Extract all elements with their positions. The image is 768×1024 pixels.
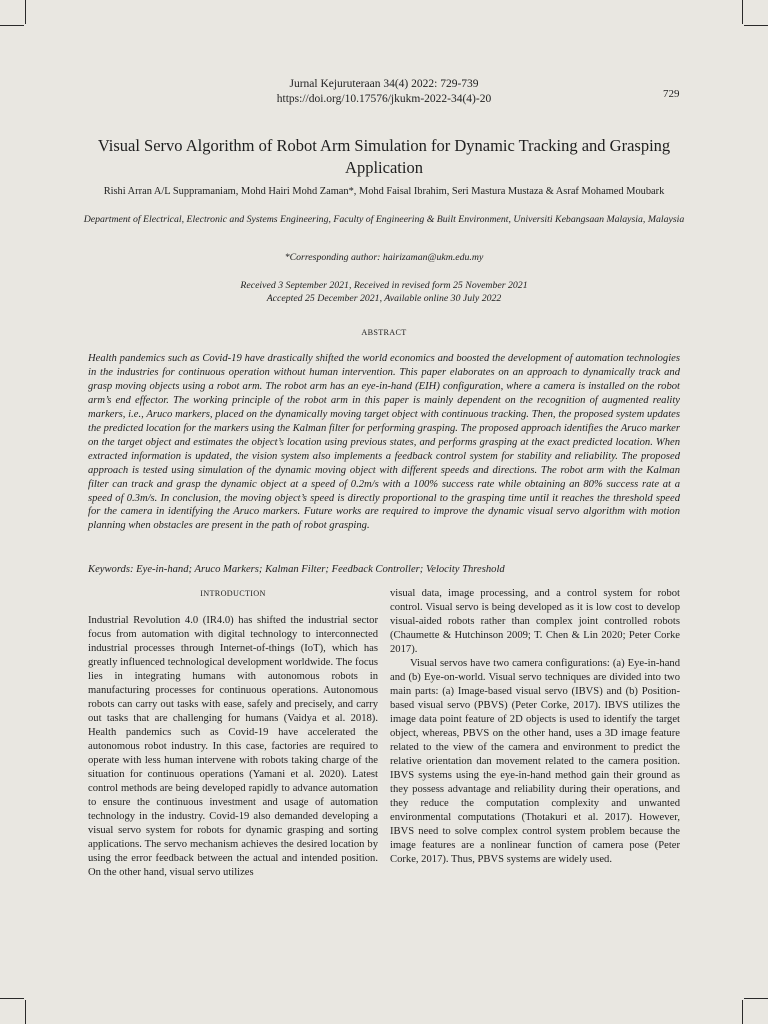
abstract-heading: ABSTRACT — [361, 328, 407, 337]
crop-mark-top-right-h — [744, 25, 768, 26]
corresponding-author: *Corresponding author: hairizaman@ukm.edu.my — [284, 252, 484, 263]
journal-header — [0, 77, 768, 107]
body-column-right — [390, 587, 680, 867]
crop-mark-bottom-right-h — [744, 998, 768, 999]
journal-citation: Jurnal Kejuruteraan 34(4) 2022: 729-739 — [289, 78, 479, 90]
page-number: 729 — [663, 88, 680, 100]
intro-paragraph-2: Visual servos have two camera configurations: (a) Eye-in-hand and (b) Eye-on-world. Visual servo techniques are divided into two main parts: (a) Image-based visual servo (IBVS) and (b) Position-based visual servo (PBVS) (Peter Corke, 2017). IBVS utilizes the image data point feature of 2D objects is used to identify the target object, whereas, PBVS on the other hand, uses a 3D image feature related to the view of the camera and environment to predict the relative orientation dan movement related to the camera position. IBVS systems using the eye-in-hand method gain their ground as they possess advantage and reliability during their operations, and they reduce the computation complexity and unwanted environmental computations (Thotakuri et al. 2017). However, IBVS need to solve complex control system problem because the image features are a nonlinear function of camera pose (Peter Corke, 2017). Thus, PBVS systems are widely used. — [390, 658, 680, 866]
journal-doi: https://doi.org/10.17576/jkukm-2022-34(4)-20 — [276, 93, 492, 105]
crop-mark-top-left — [25, 0, 26, 24]
author-list: Rishi Arran A/L Suppramaniam, Mohd Hairi Mohd Zaman*, Mohd Faisal Ibrahim, Seri Mastura Mustaza & Asraf Mohamed Moubark — [103, 186, 665, 197]
crop-mark-top-right — [742, 0, 743, 24]
affiliation: Department of Electrical, Electronic and Systems Engineering, Faculty of Engineering & Built Environment, Universiti Kebangsaan Malaysia, Malaysia — [83, 214, 685, 225]
dates-block — [0, 279, 768, 305]
intro-paragraph-1-continued: visual data, image processing, and a control system for robot control. Visual servo is being developed as it is low cost to develop visual-aided robots rather than complex joint controlled robots (Chaumette & Hutchinson 2009; T. Chen & Lin 2020; Peter Corke 2017). — [390, 588, 680, 656]
introduction-heading: INTRODUCTION — [200, 589, 266, 598]
paper-title: Visual Servo Algorithm of Robot Arm Simulation for Dynamic Tracking and Grasping Application — [97, 136, 671, 177]
accepted-date: Accepted 25 December 2021, Available online 30 July 2022 — [266, 293, 502, 304]
crop-mark-bottom-right — [742, 1000, 743, 1024]
crop-mark-top-left-h — [0, 25, 24, 26]
received-date: Received 3 September 2021, Received in revised form 25 November 2021 — [240, 280, 528, 291]
body-column-left — [88, 614, 378, 880]
crop-mark-bottom-left — [25, 1000, 26, 1024]
keywords: Keywords: Eye-in-hand; Aruco Markers; Kalman Filter; Feedback Controller; Velocity Threshold — [88, 564, 505, 575]
intro-paragraph-1: Industrial Revolution 4.0 (IR4.0) has shifted the industrial sector focus from automation with digital technology to interconnected industrial processes through Internet-of-things (IoT), which has greatly influenced technological development worldwide. The focus lies in integrating humans with autonomous robots in manufacturing processes for continuous operations. Autonomous robots can carry out tasks with ease, safely and precisely, and carry out tasks that are challenging for humans (Vaidya et al. 2018). Health pandemics such as Covid-19 have accelerated the autonomous robot industry. In this case, factories are required to operate with less human intervene with robots taking charge of the situation for continuous operations (Yamani et al. 2020). Latest control methods are being developed rapidly to advance automation to ensure the continuous investment and usage of automation technology in the industry. Covid-19 also demanded developing a visual servo system for robots for dynamic grasping and sorting applications. The servo mechanism achieves the desired location by using the error feedback between the actual and intended position. On the other hand, visual servo utilizes — [88, 615, 378, 879]
crop-mark-bottom-left-h — [0, 998, 24, 999]
abstract-text: Health pandemics such as Covid-19 have drastically shifted the world economics and boosted the development of automation technologies in the industries for continuous operation without human intervention. This paper elaborates on an approach to dynamically track and grasp moving objects using a robot arm. The robot arm has an eye-in-hand (EIH) configuration, where a camera is installed on the robot arm’s end effector. The working principle of the robot arm in this paper is mainly dependent on the recognition of augmented reality markers, i.e., Aruco markers, placed on the dynamically moving target object with continuous tracking. Then, the proposed system updates the predicted location for the markers using the Kalman filter for performing grasping. The proposed approach identifies the Aruco marker on the target object and estimates the object’s location using previous states, and performs grasping at the exact predicted location. When extracted information is updated, the vision system also implements a feedback control system for stability and reliability. The proposed approach is tested using simulation of the dynamic moving object with different speeds and directions. The robot arm with the Kalman filter can track and grasp the dynamic object at a speed of 0.2m/s with a 100% success rate while obtaining an 80% success rate at a speed of 0.3m/s. In conclusion, the moving object’s speed is directly proportional to the grasping time until it reaches the threshold speed for the camera in identifying the Aruco markers. Future works are required to improve the dynamic visual servo algorithm with motion planning when obstacles are present in the path of robot grasping. — [88, 353, 680, 532]
